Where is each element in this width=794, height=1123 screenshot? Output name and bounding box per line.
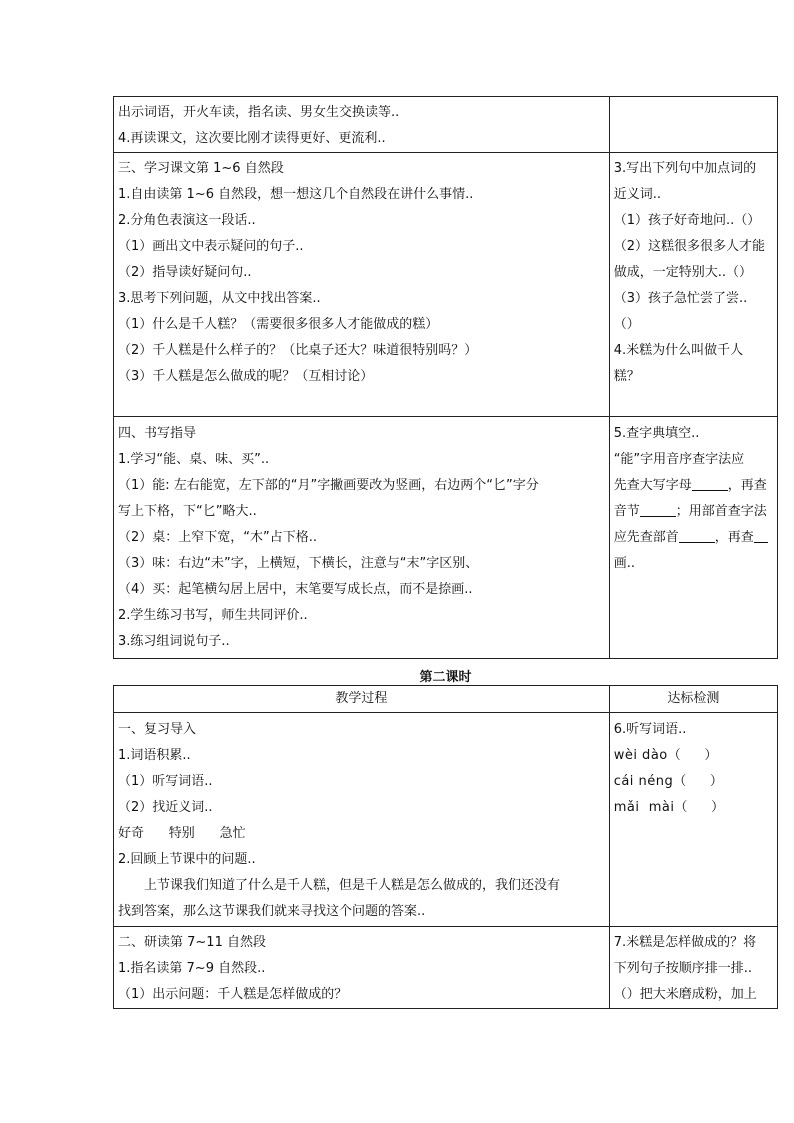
text-line: （4）买：起笔横勾居上居中，末笔要写成长点，而不是捺画.. xyxy=(118,582,473,597)
exercise-line: （）把大米磨成粉，加上 xyxy=(613,987,757,1002)
text-line: （1）出示问题：千人糕是怎样做成的？ xyxy=(118,987,348,1002)
pinyin-line: cái néng（ ） xyxy=(613,774,724,789)
text-line: 出示词语，开火车读，指名读、男女生交换读等.. xyxy=(118,105,400,120)
table-row xyxy=(114,153,778,417)
exercise-text: 音节 xyxy=(613,504,640,519)
fill-blank[interactable] xyxy=(640,502,676,517)
fill-blank[interactable] xyxy=(692,476,728,491)
text-line: 上节课我们知道了什么是千人糕，但是千人糕是怎么做成的，我们还没有 xyxy=(144,878,561,893)
side-cell xyxy=(609,417,777,659)
text-line: （1）能: 左右能宽，左下部的“月”字撇画要改为竖画，右边两个“匕”字分 xyxy=(118,478,539,493)
lesson-table-2 xyxy=(113,685,778,1009)
exercise-line: 画.. xyxy=(613,556,635,571)
text-line: （2）千人糕是什么样子的？（比桌子还大？味道很特别吗？） xyxy=(118,343,478,358)
text-line: （2）找近义词.. xyxy=(118,800,213,815)
text-line: 3.思考下列问题，从文中找出答案.. xyxy=(118,291,321,306)
text-line: 2.回顾上节课中的问题.. xyxy=(118,852,256,867)
text-line: 1.自由读第 1~6 自然段，想一想这几个自然段在讲什么事情.. xyxy=(118,187,474,202)
exercise-line: 近义词.. xyxy=(613,187,661,202)
text-line: （2）指导读好疑问句.. xyxy=(118,265,252,280)
exercise-line: （3）孩子急忙尝了尝.. xyxy=(613,291,748,306)
exercise-line: 5.查字典填空.. xyxy=(613,426,700,441)
exercise-line: 7.米糕是怎样做成的？将 xyxy=(613,935,757,950)
fill-blank[interactable] xyxy=(754,528,768,543)
side-cell xyxy=(609,713,777,927)
exercise-line xyxy=(614,473,773,499)
exercise-line: 下列句子按顺序排一排.. xyxy=(613,961,752,976)
main-cell xyxy=(114,153,610,417)
text-line: （2）桌：上窄下宽，“木”占下格.. xyxy=(118,530,318,545)
exercise-text: 应先查部首 xyxy=(613,530,679,545)
exercise-line: “能”字用音序查字法应 xyxy=(613,452,745,467)
exercise-line: （1）孩子好奇地问..（） xyxy=(613,213,761,228)
text-line: 1.指名读第 7~9 自然段.. xyxy=(118,961,266,976)
table-header-row xyxy=(114,686,778,713)
text-line: 2.学生练习书写，师生共同评价.. xyxy=(118,608,308,623)
main-cell xyxy=(114,417,610,659)
table-row xyxy=(114,927,778,1009)
table-row xyxy=(114,713,778,927)
text-line: （1）听写词语.. xyxy=(118,774,213,789)
text-line: （3）味：右边“未”字，上横短，下横长，注意与“末”字区别、 xyxy=(118,556,479,571)
exercise-text: ，再查 xyxy=(714,530,754,545)
main-cell xyxy=(114,713,610,927)
column-header: 达标检测 xyxy=(609,686,777,713)
side-cell xyxy=(609,97,777,153)
pinyin-line: mǎi mài（ ） xyxy=(613,800,725,815)
pinyin-line: wèi dào（ ） xyxy=(613,748,718,763)
exercise-line: （2）这糕很多很多人才能 xyxy=(613,239,765,254)
text-line: 1.学习“能、桌、味、买”.. xyxy=(118,452,270,467)
text-line: （1）画出文中表示疑问的句子.. xyxy=(118,239,304,254)
text-line: 4.再读课文，这次要比刚才读得更好、更流利.. xyxy=(118,131,386,146)
text-line: 2.分角色表演这一段话.. xyxy=(118,213,256,228)
exercise-line: 3.写出下列句中加点词的 xyxy=(613,161,757,176)
exercise-line: 糕？ xyxy=(613,369,640,384)
side-cell xyxy=(609,927,777,1009)
fill-blank[interactable] xyxy=(679,528,715,543)
exercise-line xyxy=(614,499,773,525)
main-cell xyxy=(114,97,610,153)
exercise-line: 6.听写词语.. xyxy=(613,722,687,737)
section-title: 第二课时 xyxy=(419,670,472,685)
text-line: （1）什么是千人糕？（需要很多很多人才能做成的糕） xyxy=(118,317,439,332)
text-line: 1.词语积累.. xyxy=(118,748,191,763)
exercise-text: ，再查 xyxy=(727,478,767,493)
section-heading: 三、学习课文第 1~6 自然段 xyxy=(118,161,284,176)
text-line: （3）千人糕是怎么做成的呢？（互相讨论） xyxy=(118,369,374,384)
section-heading: 二、研读第 7~11 自然段 xyxy=(118,935,266,950)
exercise-line: 4.米糕为什么叫做千人 xyxy=(613,343,744,358)
table-row xyxy=(114,97,778,153)
lesson-table-1 xyxy=(113,96,778,659)
column-header: 教学过程 xyxy=(114,686,610,713)
exercise-text: 先查大写字母 xyxy=(613,478,692,493)
text-line: 好奇 特别 急忙 xyxy=(118,826,246,841)
text-line: 3.练习组词说句子.. xyxy=(118,634,230,649)
exercise-line: 做成，一定特别大..（） xyxy=(613,265,752,280)
exercise-line xyxy=(614,525,773,551)
exercise-text: ；用部首查字法 xyxy=(675,504,767,519)
main-cell xyxy=(114,927,610,1009)
text-line: 找到答案，那么这节课我们就来寻找这个问题的答案.. xyxy=(118,904,426,919)
side-cell xyxy=(609,153,777,417)
text-line: 写上下格，下“匕”略大.. xyxy=(118,504,257,519)
table-row xyxy=(114,417,778,659)
section-heading: 一、复习导入 xyxy=(118,722,197,737)
exercise-line: （） xyxy=(613,317,640,332)
section-heading: 四、书写指导 xyxy=(118,426,197,441)
